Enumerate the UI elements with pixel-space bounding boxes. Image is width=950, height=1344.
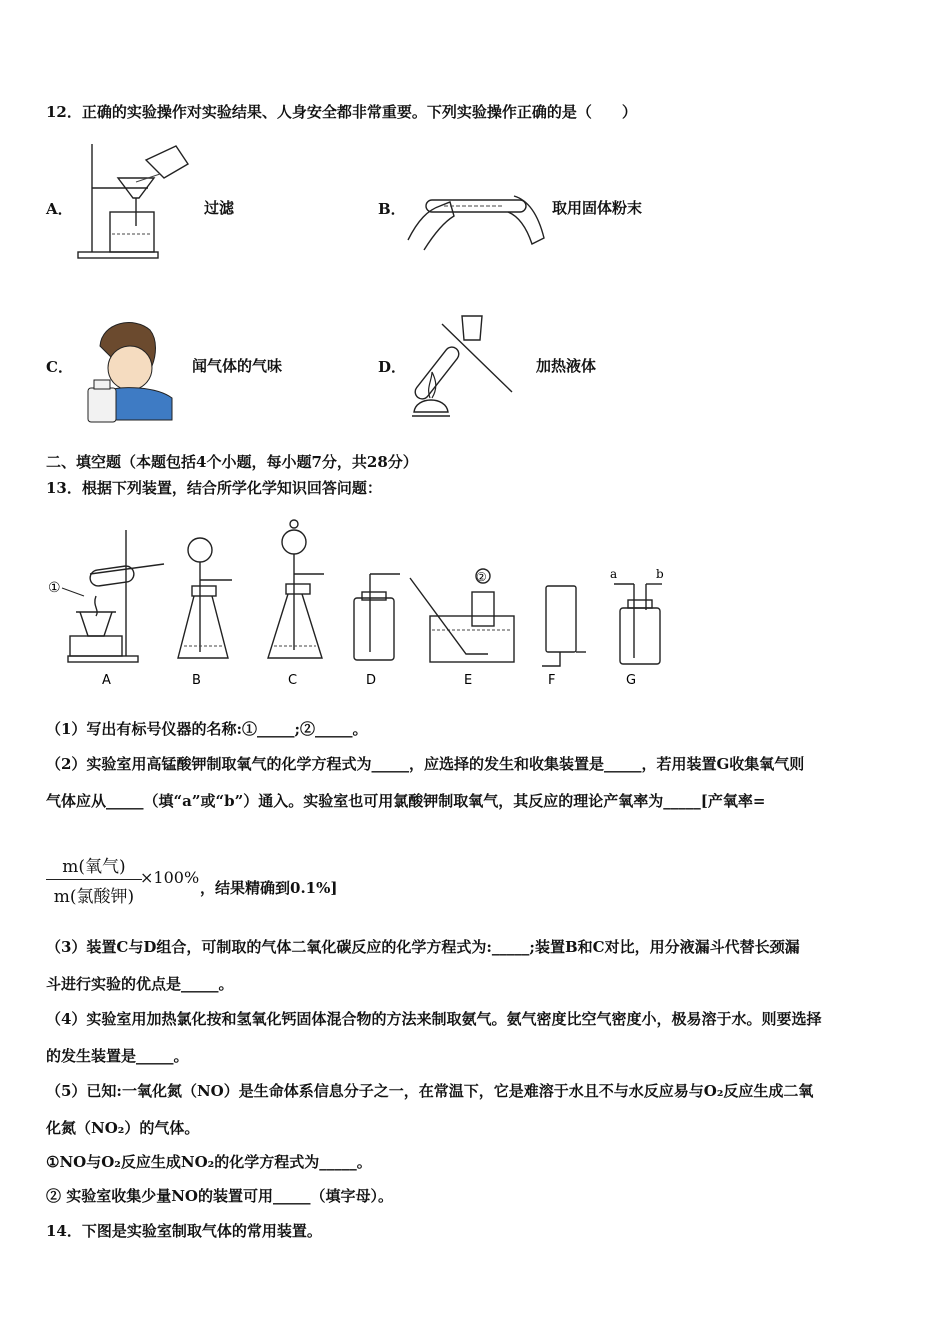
yield-fraction (46, 852, 142, 907)
apparatus-label-e: E (464, 673, 473, 688)
q13-p5-line1: （5）已知:一氧化氮（NO）是生命体系信息分子之一，在常温下，它是难溶于水且不与水反应易与O₂反应生成二氧 (46, 1082, 814, 1100)
fraction-multiplier: ×100% (140, 868, 200, 887)
marker-2: ② (476, 570, 487, 584)
option-a-text: 过滤 (204, 199, 235, 217)
apparatus-g (610, 567, 664, 664)
filtration-figure (76, 140, 196, 262)
fraction-numerator: m(氧气) (46, 852, 142, 880)
apparatus-c (268, 520, 324, 658)
option-d-text: 加热液体 (536, 357, 597, 375)
q13-stem: 13．根据下列装置，结合所学化学知识回答问题： (46, 479, 382, 497)
q13-p1: （1）写出有标号仪器的名称:①_____;②_____。 (46, 720, 368, 738)
powder-tube-figure (404, 180, 548, 256)
section2-heading: 二、填空题（本题包括4个小题，每小题7分，共28分） (46, 453, 418, 471)
q13-p5-sub2: ② 实验室收集少量NO的装置可用_____（填字母）。 (46, 1187, 394, 1205)
heating-liquid-figure (404, 312, 524, 424)
q13-p4-line2: 的发生装置是_____。 (46, 1047, 189, 1065)
q13-apparatus-figure (46, 512, 676, 692)
apparatus-e (410, 569, 514, 662)
apparatus-label-f: F (548, 673, 556, 688)
q12-stem: 12．正确的实验操作对实验结果、人身安全都非常重要。下列实验操作正确的是（ ） (46, 103, 637, 121)
apparatus-label-b: B (192, 673, 201, 688)
apparatus-f (542, 586, 586, 666)
port-a-label: a (610, 567, 618, 581)
q13-p2-line2: 气体应从_____（填“a”或“b”）通入。实验室也可用氯酸钾制取氧气，其反应的理论产氧率为_____[产氧率= (46, 792, 766, 810)
apparatus-label-g: G (626, 673, 637, 688)
option-a-letter: A． (46, 200, 73, 218)
option-c-letter: C． (46, 358, 73, 376)
apparatus-b (178, 538, 232, 658)
q13-p2-line3: ，结果精确到0.1%] (200, 879, 338, 897)
q13-p2-line1: （2）实验室用高锰酸钾制取氧气的化学方程式为_____，应选择的发生和收集装置是_____，若用装置G收集氧气则 (46, 755, 805, 773)
q13-p5-sub1: ①NO与O₂反应生成NO₂的化学方程式为_____。 (46, 1153, 372, 1171)
smelling-gas-figure (86, 316, 178, 424)
apparatus-label-a: A (102, 673, 111, 688)
q13-p3-line2: 斗进行实验的优点是_____。 (46, 975, 234, 993)
port-b-label: b (656, 567, 664, 581)
option-c-text: 闻气体的气味 (192, 357, 283, 375)
option-d-letter: D． (378, 358, 407, 376)
apparatus-label-d: D (366, 673, 377, 688)
marker-1: ① (48, 580, 61, 596)
fraction-denominator: m(氯酸钾) (53, 887, 135, 907)
apparatus-d (354, 574, 400, 660)
q14-stem: 14．下图是实验室制取气体的常用装置。 (46, 1222, 322, 1240)
apparatus-label-c: C (288, 673, 298, 688)
apparatus-a (48, 530, 164, 662)
q13-p3-line1: （3）装置C与D组合，可制取的气体二氧化碳反应的化学方程式为:_____;装置B和C对比，用分液漏斗代替长颈漏 (46, 938, 800, 956)
q13-p5-line2: 化氮（NO₂）的气体。 (46, 1119, 200, 1137)
option-b-text: 取用固体粉末 (552, 199, 643, 217)
option-b-letter: B． (378, 200, 406, 218)
q13-p4-line1: （4）实验室用加热氯化按和氢氧化钙固体混合物的方法来制取氨气。氨气密度比空气密度小，极易溶于水。则要选择 (46, 1010, 822, 1028)
